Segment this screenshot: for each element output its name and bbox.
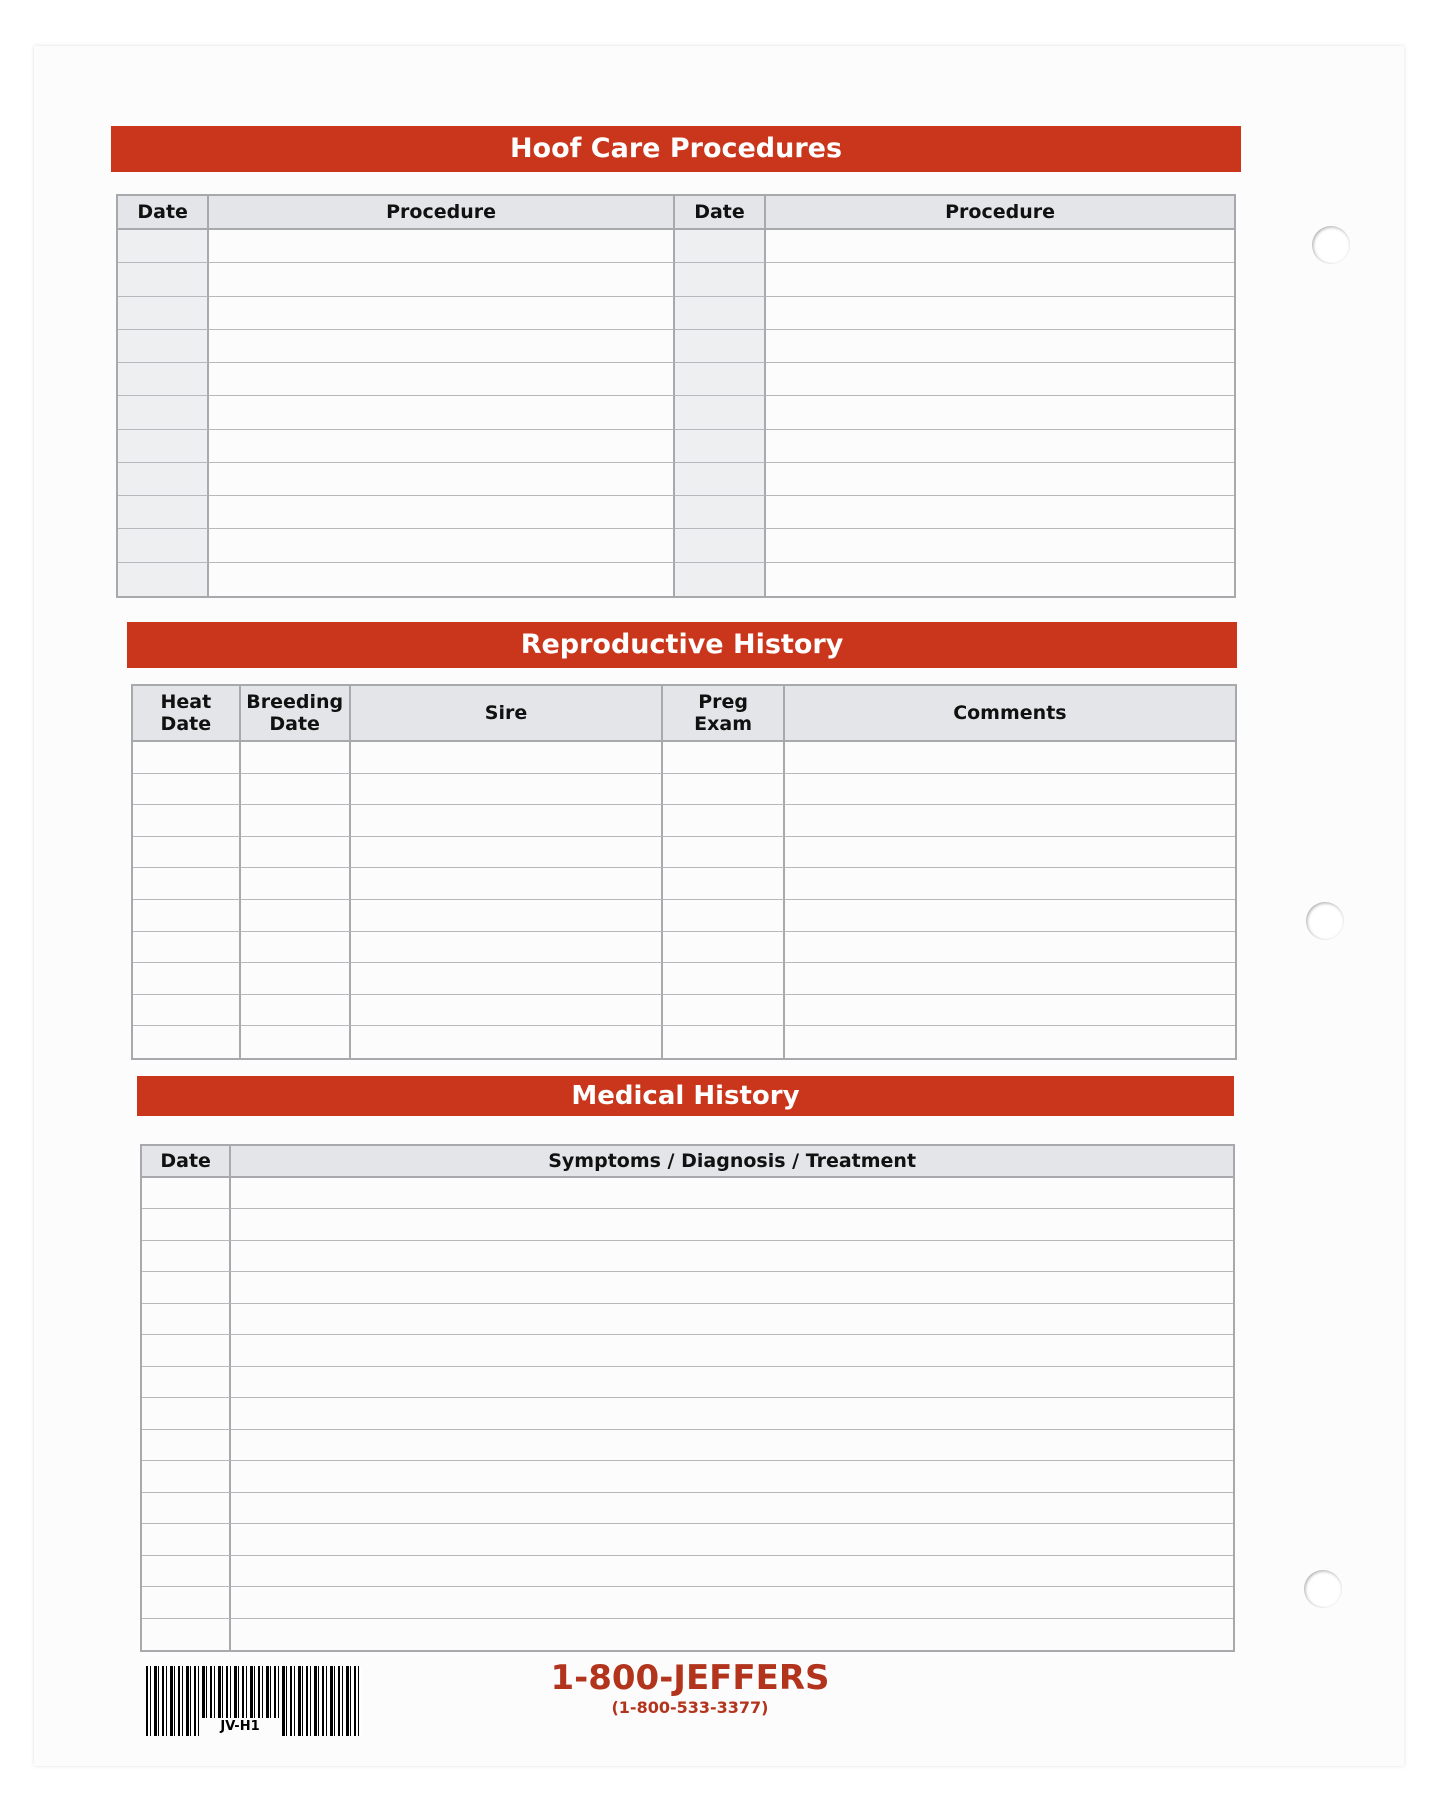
column-header: Comments: [785, 686, 1235, 742]
table-cell[interactable]: [663, 995, 784, 1027]
column-header: Date: [142, 1146, 231, 1178]
table-cell[interactable]: [133, 932, 241, 964]
table-cell[interactable]: [209, 463, 675, 496]
table-cell[interactable]: [133, 774, 241, 806]
column-header: Heat Date: [133, 686, 241, 742]
table-cell[interactable]: [133, 1026, 241, 1058]
table-cell[interactable]: [142, 1556, 231, 1587]
table-cell[interactable]: [351, 900, 664, 932]
table-cell[interactable]: [675, 463, 766, 496]
table-cell[interactable]: [209, 330, 675, 363]
table-cell[interactable]: [241, 742, 351, 774]
table-cell[interactable]: [118, 263, 209, 296]
punch-hole-middle: [1306, 902, 1344, 940]
table-cell[interactable]: [785, 805, 1235, 837]
table-cell[interactable]: [231, 1430, 1233, 1461]
table-cell[interactable]: [142, 1461, 231, 1492]
table-cell[interactable]: [142, 1367, 231, 1398]
table-cell[interactable]: [231, 1619, 1233, 1650]
table-cell[interactable]: [209, 396, 675, 429]
table-cell[interactable]: [766, 297, 1234, 330]
table-cell[interactable]: [118, 363, 209, 396]
table-cell[interactable]: [231, 1335, 1233, 1366]
table-cell[interactable]: [785, 932, 1235, 964]
table-cell[interactable]: [231, 1367, 1233, 1398]
table-cell[interactable]: [209, 529, 675, 562]
table-cell[interactable]: [142, 1178, 231, 1209]
table-cell[interactable]: [231, 1524, 1233, 1555]
table-cell[interactable]: [133, 963, 241, 995]
table-cell[interactable]: [133, 868, 241, 900]
hoof-care-banner: Hoof Care Procedures: [111, 126, 1241, 172]
table-cell[interactable]: [351, 837, 664, 869]
table-cell[interactable]: [241, 805, 351, 837]
table-cell[interactable]: [231, 1304, 1233, 1335]
punch-hole-bottom: [1304, 1570, 1342, 1608]
table-cell[interactable]: [675, 263, 766, 296]
table-cell[interactable]: [785, 742, 1235, 774]
reproductive-history-banner: Reproductive History: [127, 622, 1237, 668]
table-cell[interactable]: [118, 563, 209, 596]
table-cell[interactable]: [785, 774, 1235, 806]
hoof-care-table: [116, 194, 1236, 598]
table-cell[interactable]: [351, 932, 664, 964]
table-cell[interactable]: [142, 1398, 231, 1429]
table-cell[interactable]: [133, 805, 241, 837]
table-cell[interactable]: [675, 297, 766, 330]
table-cell[interactable]: [118, 529, 209, 562]
table-cell[interactable]: [241, 900, 351, 932]
table-cell[interactable]: [133, 900, 241, 932]
table-cell[interactable]: [785, 963, 1235, 995]
table-cell[interactable]: [142, 1493, 231, 1524]
table-cell[interactable]: [766, 363, 1234, 396]
table-cell[interactable]: [241, 868, 351, 900]
table-cell[interactable]: [241, 1026, 351, 1058]
table-cell[interactable]: [766, 463, 1234, 496]
table-cell[interactable]: [766, 396, 1234, 429]
table-cell[interactable]: [241, 932, 351, 964]
table-cell[interactable]: [241, 963, 351, 995]
column-header: Symptoms / Diagnosis / Treatment: [231, 1146, 1233, 1178]
table-cell[interactable]: [231, 1556, 1233, 1587]
table-cell[interactable]: [663, 868, 784, 900]
medical-history-banner: Medical History: [137, 1076, 1234, 1116]
table-cell[interactable]: [142, 1272, 231, 1303]
table-cell[interactable]: [675, 330, 766, 363]
table-cell[interactable]: [133, 995, 241, 1027]
table-cell[interactable]: [663, 963, 784, 995]
table-cell[interactable]: [675, 230, 766, 263]
table-cell[interactable]: [663, 1026, 784, 1058]
table-cell[interactable]: [675, 529, 766, 562]
table-cell[interactable]: [766, 563, 1234, 596]
table-cell[interactable]: [118, 230, 209, 263]
table-cell[interactable]: [142, 1619, 231, 1650]
table-cell[interactable]: [663, 805, 784, 837]
table-cell[interactable]: [231, 1461, 1233, 1492]
table-cell[interactable]: [231, 1209, 1233, 1240]
table-cell[interactable]: [209, 430, 675, 463]
table-cell[interactable]: [118, 297, 209, 330]
table-cell[interactable]: [766, 330, 1234, 363]
table-cell[interactable]: [231, 1493, 1233, 1524]
table-cell[interactable]: [209, 563, 675, 596]
table-cell[interactable]: [785, 837, 1235, 869]
table-cell[interactable]: [766, 529, 1234, 562]
table-cell[interactable]: [209, 363, 675, 396]
table-cell[interactable]: [663, 932, 784, 964]
table-cell[interactable]: [351, 995, 664, 1027]
table-cell[interactable]: [675, 396, 766, 429]
column-header: Procedure: [766, 196, 1234, 230]
table-cell[interactable]: [209, 496, 675, 529]
table-cell[interactable]: [231, 1398, 1233, 1429]
table-cell[interactable]: [785, 995, 1235, 1027]
medical-history-table: [140, 1144, 1235, 1652]
table-cell[interactable]: [785, 1026, 1235, 1058]
punch-hole-top: [1312, 226, 1350, 264]
table-cell[interactable]: [142, 1587, 231, 1618]
column-header: Breeding Date: [241, 686, 351, 742]
table-cell[interactable]: [766, 263, 1234, 296]
barcode-code: JV-H1: [200, 1718, 280, 1736]
column-header: Date: [118, 196, 209, 230]
table-cell[interactable]: [133, 742, 241, 774]
table-cell[interactable]: [766, 230, 1234, 263]
table-cell[interactable]: [351, 774, 664, 806]
table-cell[interactable]: [675, 363, 766, 396]
table-cell[interactable]: [118, 330, 209, 363]
table-cell[interactable]: [663, 837, 784, 869]
table-cell[interactable]: [785, 868, 1235, 900]
column-header: Sire: [351, 686, 664, 742]
table-cell[interactable]: [142, 1241, 231, 1272]
table-cell[interactable]: [675, 496, 766, 529]
table-cell[interactable]: [241, 837, 351, 869]
table-cell[interactable]: [351, 868, 664, 900]
table-cell[interactable]: [118, 463, 209, 496]
table-cell[interactable]: [351, 805, 664, 837]
table-cell[interactable]: [351, 963, 664, 995]
column-header: Preg Exam: [663, 686, 784, 742]
table-cell[interactable]: [231, 1272, 1233, 1303]
table-cell[interactable]: [142, 1430, 231, 1461]
table-cell[interactable]: [118, 496, 209, 529]
table-cell[interactable]: [241, 995, 351, 1027]
table-cell[interactable]: [663, 742, 784, 774]
table-cell[interactable]: [241, 774, 351, 806]
table-cell[interactable]: [663, 774, 784, 806]
table-cell[interactable]: [351, 742, 664, 774]
table-cell[interactable]: [231, 1241, 1233, 1272]
table-cell[interactable]: [209, 263, 675, 296]
table-cell[interactable]: [663, 900, 784, 932]
phone-number-numeric: (1-800-533-3377): [611, 1698, 769, 1717]
table-cell[interactable]: [675, 563, 766, 596]
table-cell[interactable]: [785, 900, 1235, 932]
column-header: Procedure: [209, 196, 675, 230]
table-cell[interactable]: [231, 1178, 1233, 1209]
phone-number: 1-800-JEFFERS: [550, 1658, 830, 1698]
table-cell[interactable]: [231, 1587, 1233, 1618]
column-header: Date: [675, 196, 766, 230]
reproductive-history-table: [131, 684, 1237, 1060]
table-cell[interactable]: [118, 396, 209, 429]
table-cell[interactable]: [142, 1209, 231, 1240]
table-cell[interactable]: [766, 430, 1234, 463]
table-cell[interactable]: [766, 496, 1234, 529]
table-cell[interactable]: [133, 837, 241, 869]
table-cell[interactable]: [118, 430, 209, 463]
table-cell[interactable]: [142, 1304, 231, 1335]
table-cell[interactable]: [209, 230, 675, 263]
table-cell[interactable]: [675, 430, 766, 463]
table-cell[interactable]: [142, 1524, 231, 1555]
table-cell[interactable]: [142, 1335, 231, 1366]
table-cell[interactable]: [351, 1026, 664, 1058]
table-cell[interactable]: [209, 297, 675, 330]
